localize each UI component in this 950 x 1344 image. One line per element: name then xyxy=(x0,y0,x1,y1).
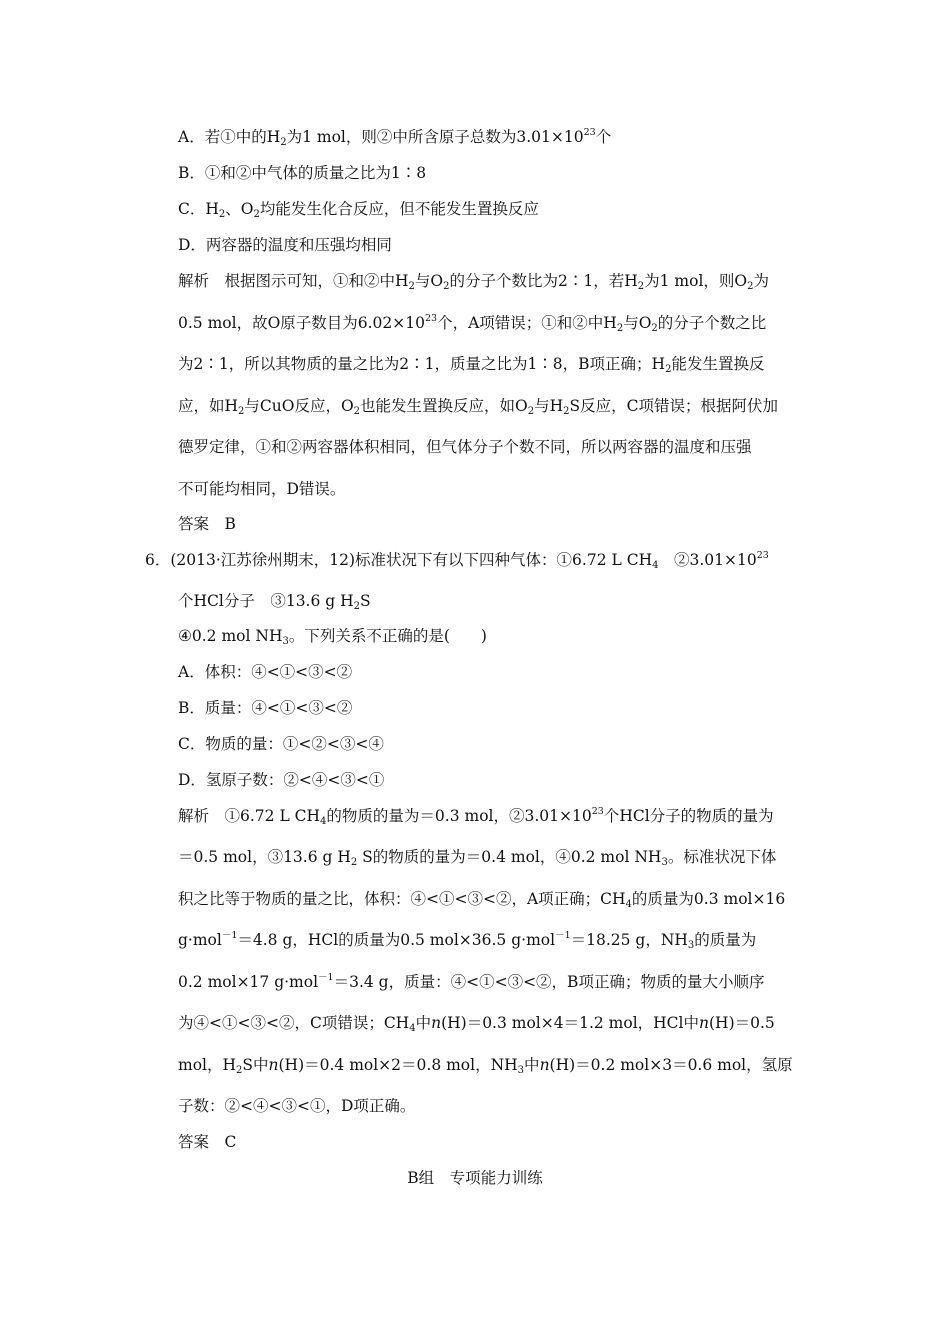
q5-analysis-line-5: 德罗定律，①和②两容器体积相同，但气体分子个数不同，所以两容器的温度和压强 xyxy=(178,438,752,456)
q6-analysis-line-5: 0.2 mol×17 g·mol$^{-1}$＝3.4 g，质量：④<①<③<②，B项正确；物质的量大小顺序 xyxy=(178,972,765,991)
q5-analysis-line-6: 不可能均相同，D错误。 xyxy=(178,480,346,498)
q6-stem-line-1: 6．(2013·江苏徐州期末，12)标准状况下有以下四种气体：①6.72 L $CH_4$ $②3.01\times 10^{23}$ xyxy=(145,550,769,571)
q6-stem-line-2: 个HCl分子 ③13.6 g $H_2S$ xyxy=(178,592,371,612)
q6-analysis-line-2: ＝0.5 mol，③13.6 g $H_2$ S的物质的量为＝0.4 mol，④0.2 mol $NH_3$。标准状况下体 xyxy=(178,848,777,868)
q6-analysis-line-7: mol，$H_2S$中n(H)＝0.4 mol×2＝0.8 mol，$NH_3$中n(H)＝0.2 mol×3＝0.6 mol，氢原 xyxy=(178,1056,793,1076)
q6-analysis-line-3: 积之比等于物质的量之比，体积：④<①<③<②，A项正确；$CH_4$的质量为0.3 mol×16 xyxy=(178,890,786,910)
section-heading: B组 专项能力训练 xyxy=(407,1169,543,1187)
q6-analysis-line-6: 为④<①<③<②，C项错误；$CH_4$中n(H)＝0.3 mol×4＝1.2 mol，HCl中n(H)＝0.5 xyxy=(178,1014,775,1034)
q6-stem-line-3: ④0.2 mol $NH_3$。下列关系不正确的是( ) xyxy=(178,627,487,647)
q5-option-d: D．两容器的温度和压强均相同 xyxy=(178,236,392,254)
q6-option-b: B．质量：④<①<③<② xyxy=(178,699,353,717)
q6-analysis-line-1: 解析 ①6.72 L $CH_4$的物质的量为＝0.3 mol，$②3.01\times 10^{23}$个HCl分子的物质的量为 xyxy=(178,806,774,827)
q5-option-a: A．若①中的$H_2$为1 mol，则②中所含原子总数为$3.01\times 10^{23}$个 xyxy=(178,127,612,148)
q5-option-b: B．①和②中气体的质量之比为1∶8 xyxy=(178,164,427,182)
q5-answer: 答案 B xyxy=(178,515,236,533)
q5-analysis-line-2: 0.5 mol，故O原子数目为$6.02\times 10^{23}$个，A项错误；①和②中$H_2$与$O_2$的分子个数之比 xyxy=(178,313,767,334)
q6-option-a: A．体积：④<①<③<② xyxy=(178,663,353,681)
q5-analysis-line-1: 解析 根据图示可知，①和②中$H_2$与$O_2$的分子个数比为2∶1，若$H_2$为1 mol，则$O_2$为 xyxy=(178,272,769,292)
q6-analysis-line-4: g·mol$^{-1}$＝4.8 g，HCl的质量为0.5 mol×36.5 g·mol$^{-1}$＝18.25 g，$NH_3$的质量为 xyxy=(178,930,757,951)
q6-option-d: D．氢原子数：②<④<③<① xyxy=(178,771,385,789)
q6-analysis-line-8: 子数：②<④<③<①，D项正确。 xyxy=(178,1097,416,1115)
q5-analysis-line-3: 为2∶1，所以其物质的量之比为2∶1，质量之比为1∶8，B项正确；$H_2$能发生置换反 xyxy=(178,355,765,375)
q5-analysis-line-4: 应，如$H_2$与CuO反应，$O_2$也能发生置换反应，如$O_2$与$H_2S$反应，C项错误；根据阿伏加 xyxy=(178,397,779,417)
q6-option-c: C．物质的量：①<②<③<④ xyxy=(178,735,384,753)
q6-answer: 答案 C xyxy=(178,1133,237,1151)
q5-option-c: C．$H_2$、$O_2$均能发生化合反应，但不能发生置换反应 xyxy=(178,200,539,220)
